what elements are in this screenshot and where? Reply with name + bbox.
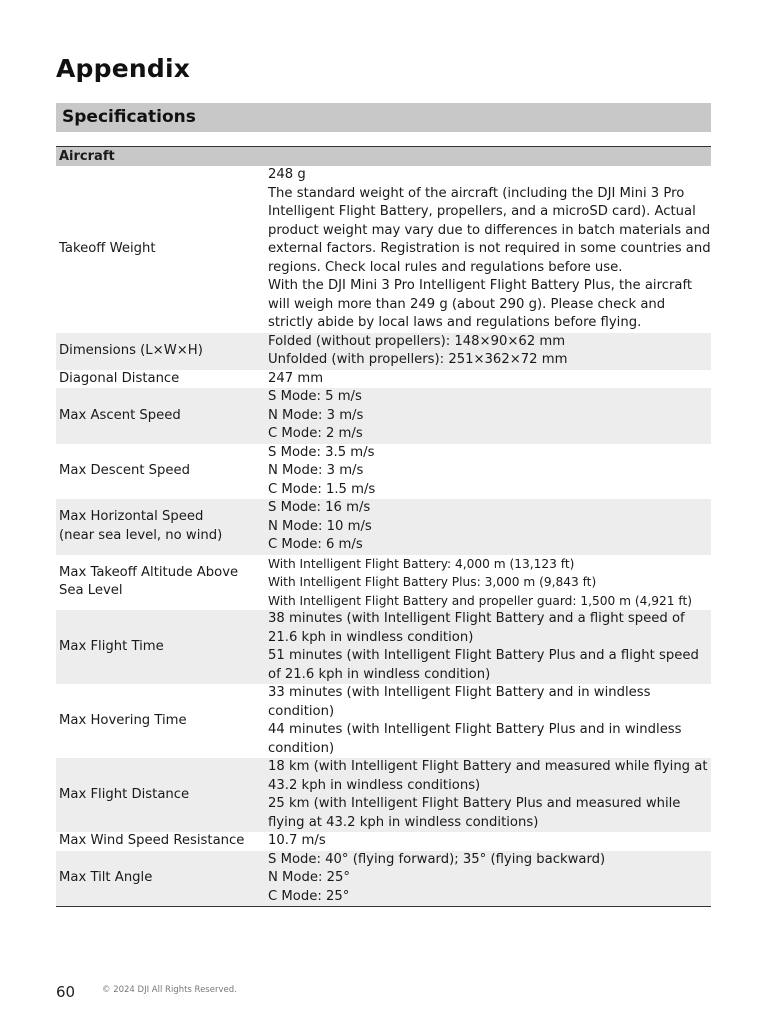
spec-value: 18 km (with Intelligent Flight Battery and measured while flying at 43.2 kph in windless conditions) 25 km (with Intelligent Flight Battery Plus and measured while flying at 43.2 kph in windless conditions)	[261, 758, 711, 832]
spec-value: S Mode: 40° (flying forward); 35° (flying backward) N Mode: 25° C Mode: 25°	[261, 851, 711, 907]
table-row	[56, 832, 711, 851]
spec-label: Max Tilt Angle	[56, 851, 261, 907]
table-row	[56, 684, 711, 758]
spec-label: Takeoff Weight	[59, 241, 156, 256]
spec-value: S Mode: 5 m/s N Mode: 3 m/s C Mode: 2 m/s	[261, 388, 711, 444]
spec-value: 247 mm	[268, 370, 324, 386]
spec-label: Max Flight Distance	[56, 758, 261, 832]
table-row	[56, 851, 711, 907]
spec-value: With Intelligent Flight Battery: 4,000 m (13,123 ft) With Intelligent Flight Battery Plus: 3,000 m (9,843 ft) With Intelligent Flight Battery and propeller guard: 1,500 m (4,921 ft)	[268, 556, 692, 608]
table-row	[56, 555, 711, 611]
page-title: Appendix	[56, 54, 191, 83]
table-category-row	[56, 147, 711, 167]
spec-value: 248 g The standard weight of the aircraft (including the DJI Mini 3 Pro Intelligent Flight Battery, propellers, and a microSD card). Actual product weight may vary due to differences in batch materials and external factors. Registration is not required in some countries and regions. Check local rules and regulations before use. With the DJI Mini 3 Pro Intelligent Flight Battery Plus, the aircraft will weigh more than 249 g (about 290 g). Please check and strictly abide by local laws and regulations before flying.	[268, 167, 711, 330]
table-row	[56, 758, 711, 832]
spec-label: Max Takeoff Altitude Above Sea Level	[59, 564, 239, 599]
copyright-notice: © 2024 DJI All Rights Reserved.	[102, 985, 237, 995]
spec-label: Max Ascent Speed	[56, 388, 261, 444]
spec-table	[56, 146, 711, 907]
page-footer	[56, 982, 237, 1001]
table-row	[56, 166, 711, 333]
spec-value: 33 minutes (with Intelligent Flight Battery and in windless condition) 44 minutes (with Intelligent Flight Battery Plus and in windless condition)	[268, 685, 682, 756]
spec-value: Folded (without propellers): 148×90×62 mm Unfolded (with propellers): 251×362×72 mm	[261, 333, 711, 370]
spec-label: Dimensions (L×W×H)	[56, 333, 261, 370]
spec-value: 38 minutes (with Intelligent Flight Battery and a flight speed of 21.6 kph in windless condition) 51 minutes (with Intelligent Flight Battery Plus and a flight speed of 21.6 kph in windless condition)	[261, 610, 711, 684]
table-row	[56, 388, 711, 444]
spec-label: Max Descent Speed	[59, 463, 191, 478]
table-category: Aircraft	[56, 147, 711, 167]
spec-label: Max Wind Speed Resistance	[59, 833, 245, 848]
spec-value: S Mode: 16 m/s N Mode: 10 m/s C Mode: 6 m/s	[261, 499, 711, 555]
spec-label: Diagonal Distance	[59, 370, 180, 386]
spec-label: Max Flight Time	[56, 610, 261, 684]
spec-label: Max Horizontal Speed (near sea level, no wind)	[56, 499, 261, 555]
page-number: 60	[56, 983, 76, 1001]
table-row	[56, 370, 711, 389]
spec-label: Max Hovering Time	[59, 712, 187, 728]
table-row	[56, 444, 711, 500]
table-row	[56, 499, 711, 555]
section-title: Specifications	[62, 107, 196, 127]
section-header	[56, 103, 711, 132]
table-row	[56, 333, 711, 370]
spec-value: 10.7 m/s	[268, 833, 326, 848]
table-row	[56, 610, 711, 684]
spec-value: S Mode: 3.5 m/s N Mode: 3 m/s C Mode: 1.5 m/s	[268, 444, 376, 497]
